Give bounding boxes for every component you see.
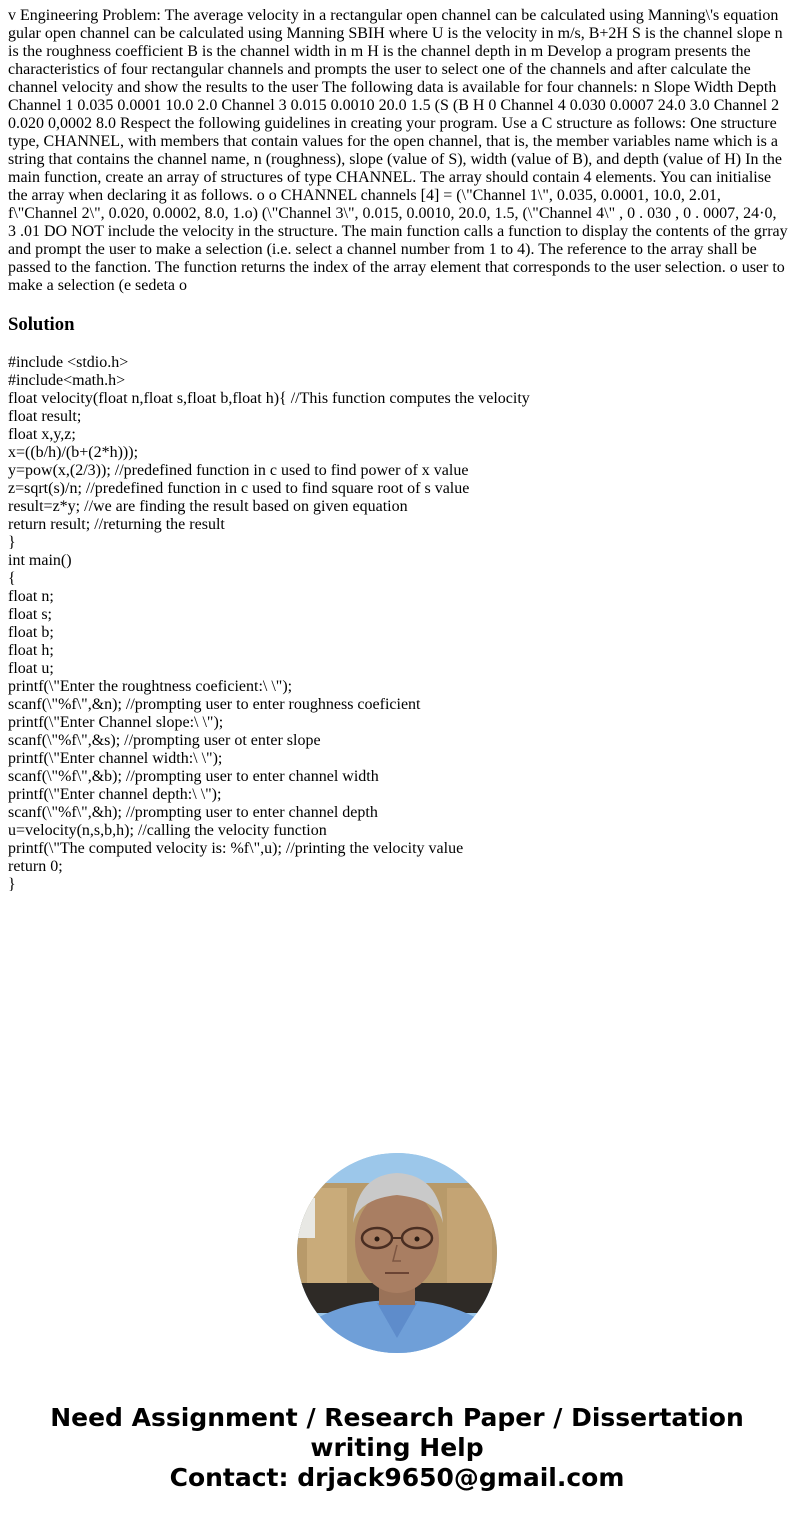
code-line: float s;: [8, 606, 52, 623]
contact-email: Contact: drjack9650@gmail.com: [169, 1463, 625, 1492]
code-line: printf(\"Enter the roughtness coeficient:\ \");: [8, 678, 293, 695]
code-line: printf(\"Enter Channel slope:\ \");: [8, 714, 224, 731]
code-line: return 0;: [8, 858, 63, 875]
banner-line-2: writing Help: [310, 1433, 484, 1462]
avatar: [297, 1153, 497, 1353]
code-line: float b;: [8, 624, 54, 641]
code-line: }: [8, 534, 16, 551]
code-line: float x,y,z;: [8, 426, 76, 443]
code-line: float result;: [8, 408, 82, 425]
person-photo-icon: [297, 1153, 497, 1353]
code-line: scanf(\"%f\",&n); //prompting user to enter roughness coeficient: [8, 696, 421, 713]
code-line: x=((b/h)/(b+(2*h)));: [8, 444, 139, 461]
contact-banner: [0, 1403, 794, 1493]
code-line: scanf(\"%f\",&h); //prompting user to enter channel depth: [8, 804, 378, 821]
code-line: result=z*y; //we are finding the result based on given equation: [8, 498, 408, 515]
code-line: return result; //returning the result: [8, 516, 225, 533]
code-line: z=sqrt(s)/n; //predefined function in c used to find square root of s value: [8, 480, 470, 497]
question-text: v Engineering Problem: The average velocity in a rectangular open channel can be calculated using Manning\'s equation gular open channel can be calculated using Manning SBIH where U is the velocity in m/s, B+2H S is the channel slope n is the roughness coefficient B is the channel width in m H is the channel depth in m Develop a program presents the characteristics of four rectangular channels and prompts the user to select one of the channels and after calculate the channel velocity and show the results to the user The following data is available for four channels: n Slope Width Depth Channel 1 0.035 0.0001 10.0 2.0 Channel 3 0.015 0.0010 20.0 1.5 (S (B H 0 Channel 4 0.030 0.0007 24.0 3.0 Channel 2 0.020 0,0002 8.0 Respect the following guidelines in creating your program. Use a C structure as follows: One structure type, CHANNEL, with members that contain values for the open channel, that is, the member variables name which is a string that contains the channel name, n (roughness), slope (value of S), width (value of B), and depth (value of H) In the main function, create an array of structures of type CHANNEL. The array should contain 4 elements. You can initialise the array when declaring it as follows. o o CHANNEL channels [4] = (\"Channel 1\", 0.035, 0.0001, 10.0, 2.01, f\"Channel 2\", 0.020, 0.0002, 8.0, 1.o) (\"Channel 3\", 0.015, 0.0010, 20.0, 1.5, (\"Channel 4\" , 0 . 030 , 0 . 0007, 24·0, 3 .01 DO NOT include the velocity in the structure. The main function calls a function to display the contents of the grray and prompt the user to make a selection (i.e. select a channel number from 1 to 4). The reference to the array shall be passed to the fanction. The function returns the index of the array element that corresponds to the user selection. o user to make a selection (e sedeta o: [8, 7, 788, 294]
code-line: }: [8, 876, 16, 893]
code-line: printf(\"Enter channel width:\ \");: [8, 750, 223, 767]
code-line: scanf(\"%f\",&b); //prompting user to enter channel width: [8, 768, 379, 785]
code-line: float h;: [8, 642, 54, 659]
code-line: printf(\"The computed velocity is: %f\",u); //printing the velocity value: [8, 840, 464, 857]
code-line: #include <stdio.h>: [8, 354, 129, 371]
solution-code: [8, 354, 788, 894]
banner-line-1: Need Assignment / Research Paper / Dissertation: [50, 1403, 744, 1432]
code-line: float n;: [8, 588, 54, 605]
code-line: int main(): [8, 552, 72, 569]
code-line: scanf(\"%f\",&s); //prompting user ot enter slope: [8, 732, 321, 749]
code-line: float u;: [8, 660, 54, 677]
code-line: {: [8, 570, 16, 587]
solution-heading: Solution: [8, 314, 75, 335]
code-line: u=velocity(n,s,b,h); //calling the velocity function: [8, 822, 327, 839]
code-line: y=pow(x,(2/3)); //predefined function in c used to find power of x value: [8, 462, 469, 479]
code-line: printf(\"Enter channel depth:\ \");: [8, 786, 222, 803]
page-content: [8, 7, 788, 894]
code-line: #include<math.h>: [8, 372, 126, 389]
code-line: float velocity(float n,float s,float b,float h){ //This function computes the velocity: [8, 390, 530, 407]
